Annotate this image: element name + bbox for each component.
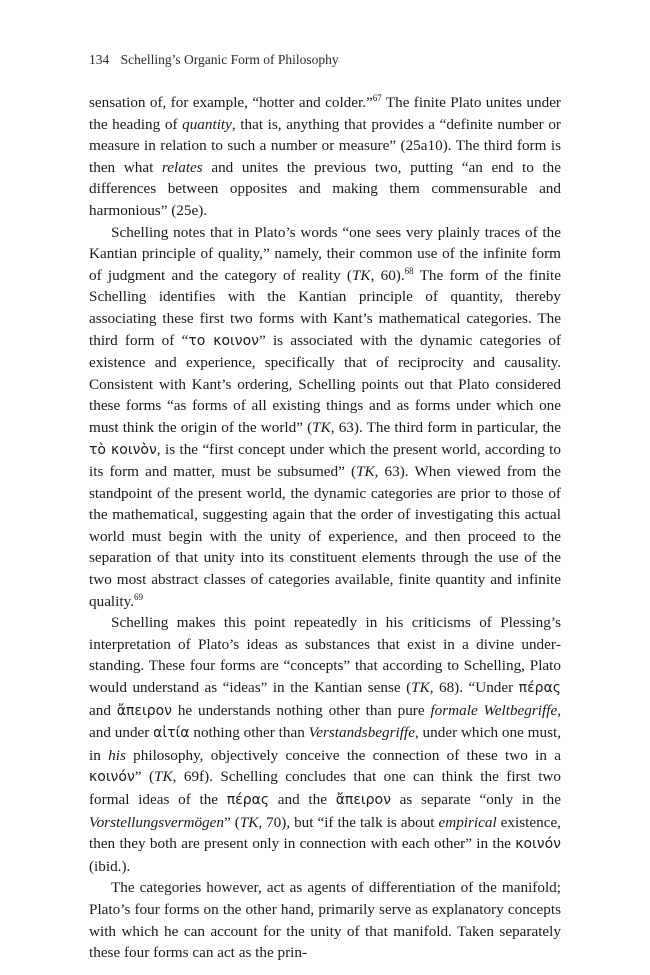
text-run: , is the “first concept under which the present world, according to its form and matter, must be subsumed” ( [89,440,561,481]
paragraph-4 [89,877,561,963]
text-run: Schelling makes this point repeatedly in his criticisms of Plessing’s interpretation of Plato’s ideas as substances that exist in a divine understanding. These four forms are “concepts” that according to Schelling, Plato would understand as “ideas” in the Kantian sense ( [89,614,561,697]
text-run: sensation of, for example, “hotter and colder.” [89,94,373,111]
italic-run: formale Weltbegriffe [430,701,558,719]
footnote-ref: 68 [404,265,414,276]
body-text [89,92,561,964]
italic-run: quantity [182,115,232,133]
text-run: and [89,701,117,719]
text-run: , and under [89,701,562,742]
text-run: , 60). [370,266,405,284]
text-run: Schelling notes that in Plato’s words “one sees very plainly traces of the Kantian principle of quality,” namely, their common use of the infinite form of judgment and the category of reality ( [89,223,561,284]
text-run: philosophy, objectively conceive the connection of these two in a [125,746,561,764]
italic-run: empirical [438,813,497,831]
paragraph-2 [89,222,561,613]
greek-term: το κοινον [188,332,259,349]
text-run: ” ( [223,813,240,831]
text-run: , 68). “Under [429,679,519,697]
text-run: , 63). When viewed from the standpoint of the present world, the dynamic categories are prior to those of the mathematical, suggesting again that the order of investigating this actual world must begin with the unity of experience, and then proceed to the separation of that unity into its constituent elements through the use of the two most abstract classes of categories available, finite quantity and infinite quality. [89,463,562,610]
text-run: and the [269,791,336,808]
text-run: , 63). The third form in particular, the [330,418,562,436]
footnote-ref: 67 [372,93,382,103]
text-run: he understands nothing other than pure [172,701,431,719]
paragraph-3 [89,612,561,877]
italic-run: TK [356,463,375,481]
text-run: The form of the finite Schelling identifies with the Kantian principle of quantity, thereby associating these first two forms with Kant’s mathematical categories. The third form of “ [89,266,561,349]
italic-run: relates [161,158,203,176]
greek-term: κοινόν [515,836,561,853]
paragraph-1 [89,92,561,222]
greek-term: τὸ κοινὸν [89,441,157,458]
text-run: , 70), but “if the talk is about [258,813,439,831]
text-run: ” ( [134,768,155,786]
greek-term: ἄπειρον [116,702,172,719]
text-run: nothing other than [189,724,309,742]
greek-term: ἄπειρον [335,792,391,808]
text-run: The finite Plato unites under the heading of [89,94,561,133]
footnote-ref: 69 [134,591,143,602]
text-run: , that is, anything that provides a “definite number or measure in relation to such a number or measure” (25a10). The third form is then what [89,115,561,176]
italic-run: TK [239,813,259,831]
text-run: , 69f). Schelling concludes that one can think the first two formal ideas of the [89,768,561,808]
italic-run: TK [411,679,430,697]
text-run: and unites the previous two, putting “an end to the differences between opposites and making them commensurable and harmonious” (25e). [89,158,561,219]
greek-term: αἰτία [153,725,190,742]
running-head [89,52,339,68]
italic-run: TK [351,266,371,284]
page-number: 134 [89,52,110,67]
italic-run: his [108,746,126,764]
text-run: (ibid.). [89,857,131,875]
text-run: as separate “only in the [390,791,561,808]
text-run: The categories however, act as agents of differentiation of the manifold; Plato’s four forms on the other hand, primarily serve as explanatory concepts with which he can account for the unity of that manifold. Taken separately these four forms can act as the prin- [89,879,561,962]
running-head-title: Schelling’s Organic Form of Philosophy [120,52,339,67]
italic-run: TK [154,768,173,786]
greek-term: κοινόν [89,769,135,786]
italic-run: TK [312,418,331,436]
text-run: ” is associated with the dynamic categories of existence and experience, specifically that of reciprocity and causality. Consistent with Kant’s ordering, Schelling points out that Plato considered these forms “as forms of all existing things and as forms under which one must think the origin of the world” ( [89,331,561,436]
text-run: existence, then they both are present only in connection with each other” in the [89,813,561,853]
greek-term: πέρας [226,792,270,808]
text-run: , under which one must, in [89,724,561,764]
italic-run: Verstandsbegriffe [308,724,415,742]
italic-run: Vorstellungsvermögen [89,813,224,831]
greek-term: πέρας [518,680,561,697]
